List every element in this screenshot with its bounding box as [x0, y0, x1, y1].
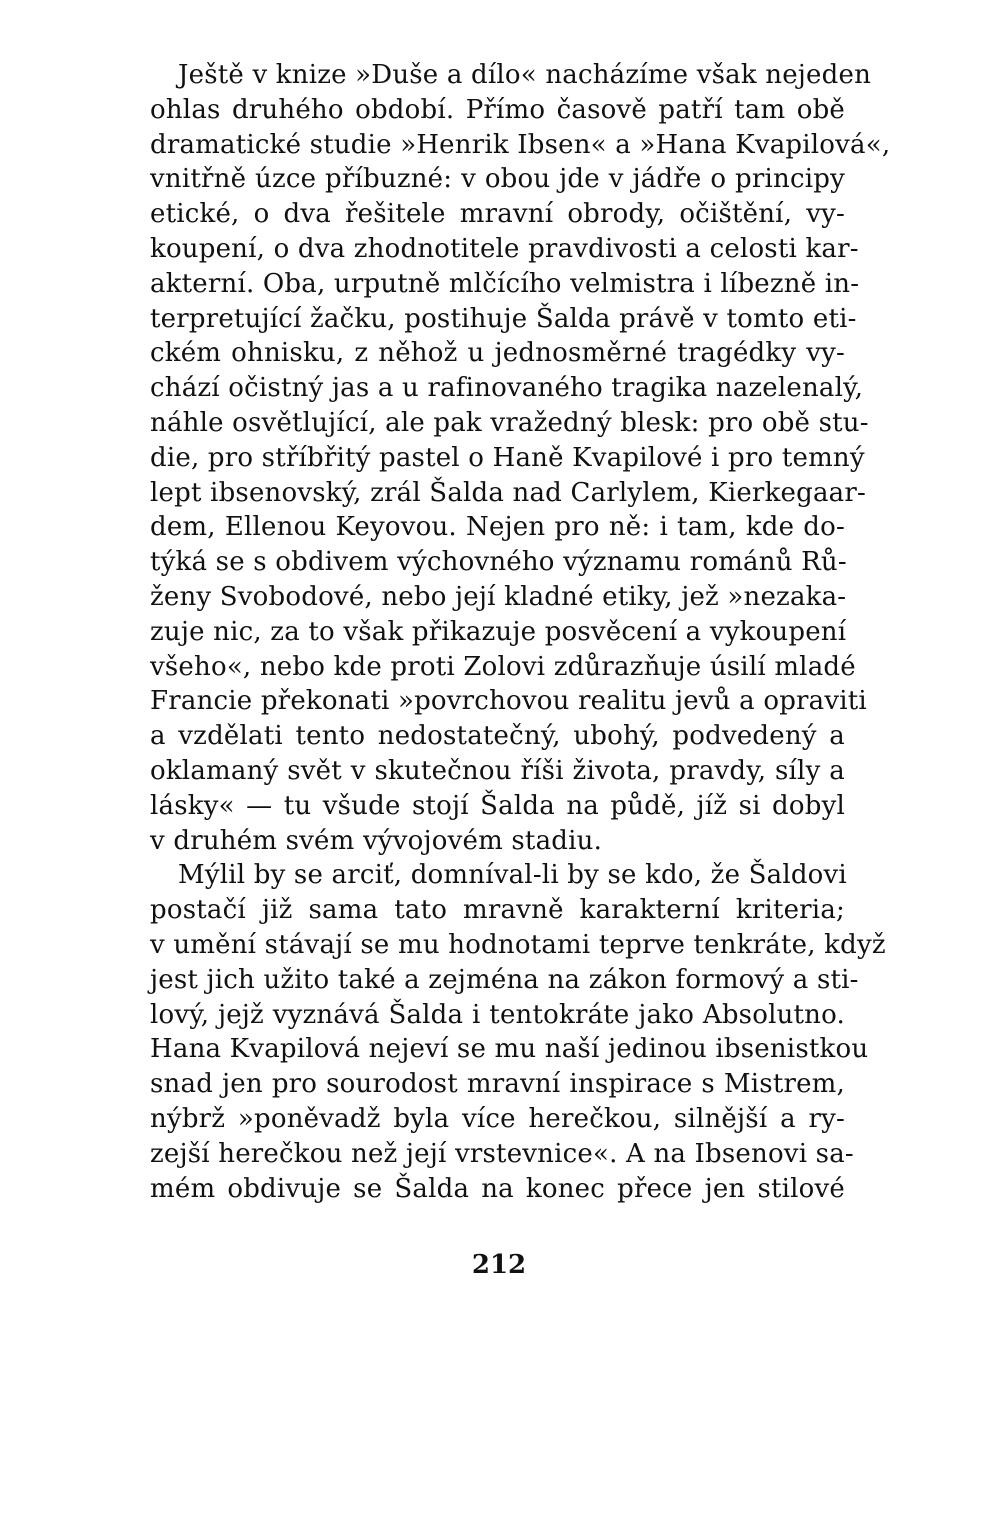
text-line: Hana Kvapilová nejeví se mu naší jedinou ibsenistkou: [150, 1034, 869, 1065]
text-line: ckém ohnisku, z něhož u jednosměrné tragédky vy-: [150, 338, 845, 369]
text-line: a vzdělati tento nedostatečný, ubohý, podvedený a: [150, 721, 845, 752]
text-line: postačí již sama tato mravně karakterní kriteria;: [150, 895, 845, 926]
text-line: týká se s obdivem výchovného významu románů Rů-: [150, 547, 847, 578]
text-line: terpretující žačku, postihuje Šalda právě v tomto eti-: [150, 303, 857, 334]
text-line: v umění stávají se mu hodnotami teprve tenkráte, když: [150, 929, 886, 960]
text-line: lásky« — tu všude stojí Šalda na půdě, jíž si dobyl: [150, 790, 845, 821]
paragraph-2: [150, 858, 886, 1206]
paragraph-1: [150, 58, 891, 858]
text-line: v druhém svém vývojovém stadiu.: [150, 825, 603, 856]
text-line: ženy Svobodové, nebo její kladné etiky, jež »nezaka-: [150, 581, 847, 612]
text-line: oklamaný svět v skutečnou říši života, pravdy, síly a: [150, 755, 845, 786]
text-line: nýbrž »poněvadž byla více herečkou, silnější a ry-: [150, 1103, 845, 1134]
text-line: die, pro stříbřitý pastel o Haně Kvapilové i pro temný: [150, 442, 865, 473]
book-page-text: [150, 58, 891, 1206]
page-number: 212: [471, 1250, 527, 1280]
text-line: zuje nic, za to však přikazuje posvěcení a vykoupení: [150, 616, 847, 647]
text-line: Francie překonati »povrchovou realitu jevů a opraviti: [150, 686, 867, 717]
text-line: etické, o dva řešitele mravní obrody, očištění, vy-: [150, 199, 845, 230]
text-line: Ještě v knize »Duše a dílo« nacházíme však nejeden: [178, 60, 872, 90]
text-line: lept ibsenovský, zrál Šalda nad Carlylem, Kierkegaar-: [150, 477, 866, 508]
text-line: chází očistný jas a u rafinovaného tragika nazelenalý,: [150, 373, 864, 404]
text-line: jest jich užito také a zejména na zákon formový a sti-: [150, 964, 859, 995]
text-line: mém obdivuje se Šalda na konec přece jen stilové: [150, 1173, 845, 1204]
text-line: zejší herečkou než její vrstevnice«. A na Ibsenovi sa-: [150, 1138, 854, 1169]
text-line: dramatické studie »Henrik Ibsen« a »Hana Kvapilová«,: [150, 129, 891, 160]
text-line: dem, Ellenou Keyovou. Nejen pro ně: i tam, kde do-: [150, 512, 845, 543]
text-line: koupení, o dva zhodnotitele pravdivosti a celosti kar-: [150, 233, 859, 264]
text-line: vnitřně úzce příbuzné: v obou jde v jádře o principy: [150, 164, 845, 195]
text-line: ohlas druhého období. Přímo časově patří tam obě: [150, 94, 845, 125]
text-line: akterní. Oba, urputně mlčícího velmistra i líbezně in-: [150, 268, 860, 299]
text-line: Mýlil by se arciť, domníval-li by se kdo, že Šaldovi: [178, 860, 847, 891]
text-line: lový, jejž vyznává Šalda i tentokráte jako Absolutno.: [150, 999, 845, 1030]
text-line: náhle osvětlující, ale pak vražedný blesk: pro obě stu-: [150, 407, 869, 438]
text-line: snad jen pro sourodost mravní inspirace s Mistrem,: [150, 1069, 845, 1100]
text-line: všeho«, nebo kde proti Zolovi zdůrazňuje úsilí mladé: [150, 651, 856, 682]
